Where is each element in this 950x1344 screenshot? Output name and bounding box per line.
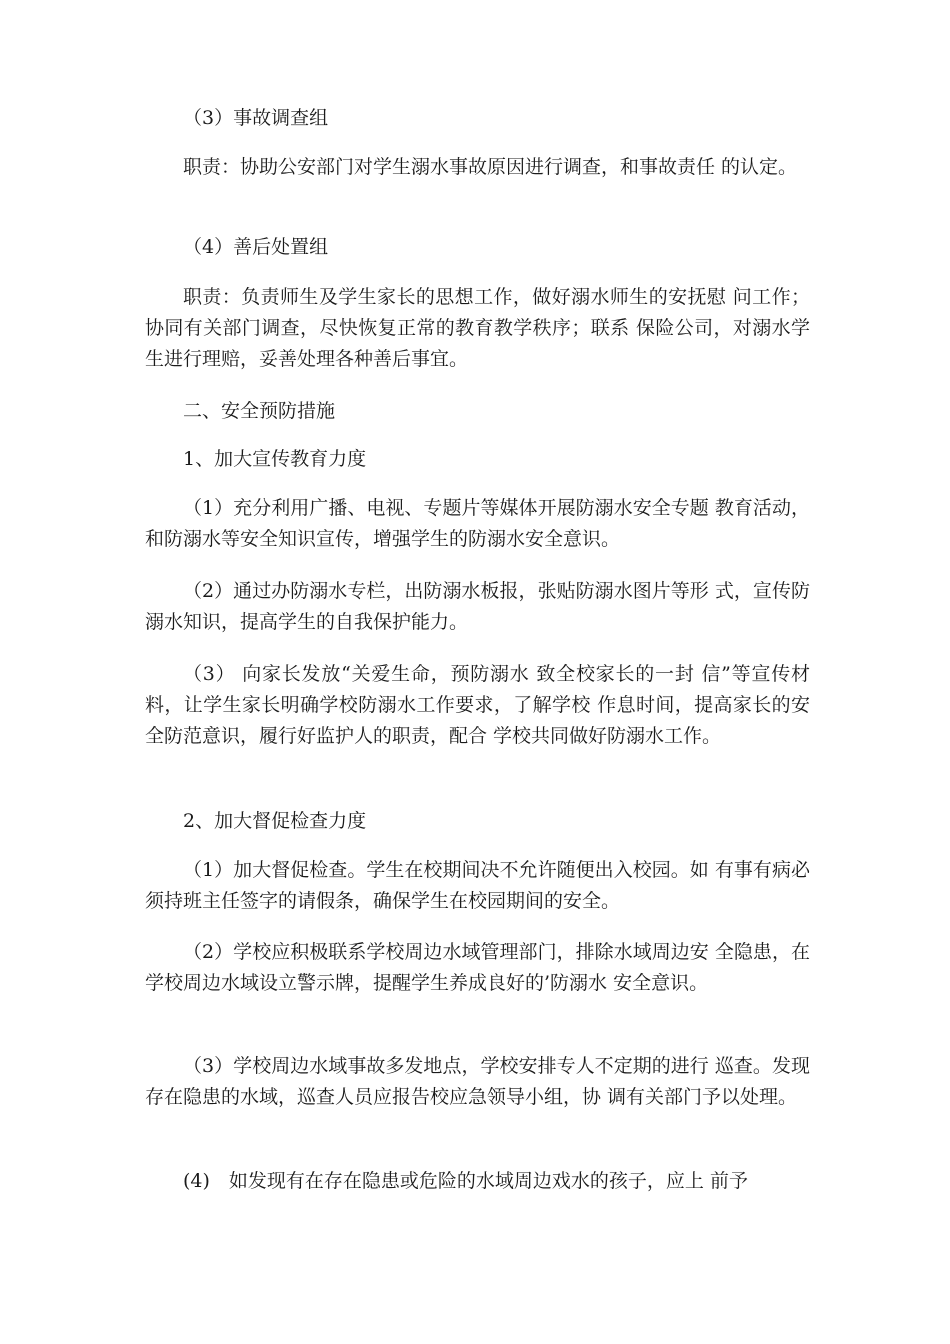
section-heading-prevention-measures: 二、安全预防措施 [183, 400, 336, 422]
paragraph-children-near-water: (4) 如发现有在存在隐患或危险的水域周边戏水的孩子，应上 前予 [183, 1170, 748, 1192]
subheading-supervision-inspection: 2、加大督促检查力度 [183, 810, 367, 832]
paragraph-media-education: （1）充分利用广播、电视、专题片等媒体开展防溺水安全专题 教育活动，和防溺水等安全知识宣传，增强学生的防溺水安全意识。 [145, 497, 810, 550]
paragraph-parent-letter: （3） 向家长发放“关爱生命，预防溺水 致全校家长的一封 信”等宣传材料，让学生家长明确学校防溺水工作要求，了解学校 作息时间，提高家长的安全防范意识，履行好监护人的职责，配合 学校共同做好防溺水工作。 [145, 663, 810, 747]
paragraph-water-area-hazards: （2）学校应积极联系学校周边水域管理部门，排除水域周边安 全隐患，在学校周边水域设立警示牌，提醒学生养成良好的’防溺水 安全意识。 [145, 941, 810, 994]
paragraph-bulletin-boards: （2）通过办防溺水专栏，出防溺水板报，张贴防溺水图片等形 式，宣传防溺水知识，提高学生的自我保护能力。 [145, 580, 810, 633]
heading-aftermath-group: （4）善后处置组 [183, 236, 329, 258]
paragraph-campus-access: （1）加大督促检查。学生在校期间决不允许随便出入校园。如 有事有病必须持班主任签字的请假条，确保学生在校园期间的安全。 [145, 859, 810, 912]
paragraph-patrol-inspection: （3）学校周边水域事故多发地点，学校安排专人不定期的进行 巡查。发现存在隐患的水域，巡查人员应报告校应急领导小组，协 调有关部门予以处理。 [145, 1055, 810, 1108]
paragraph-investigation-duties: 职责：协助公安部门对学生溺水事故原因进行调查，和事故责任 的认定。 [183, 156, 798, 178]
subheading-publicity-education: 1、加大宣传教育力度 [183, 448, 367, 470]
paragraph-aftermath-duties: 职责：负责师生及学生家长的思想工作，做好溺水师生的安抚慰 问工作；协同有关部门调查，尽快恢复正常的教育教学秩序；联系 保险公司，对溺水学生进行理赔，妥善处理各种善后事宜。 [145, 286, 810, 370]
heading-accident-investigation-group: （3）事故调查组 [183, 107, 329, 129]
